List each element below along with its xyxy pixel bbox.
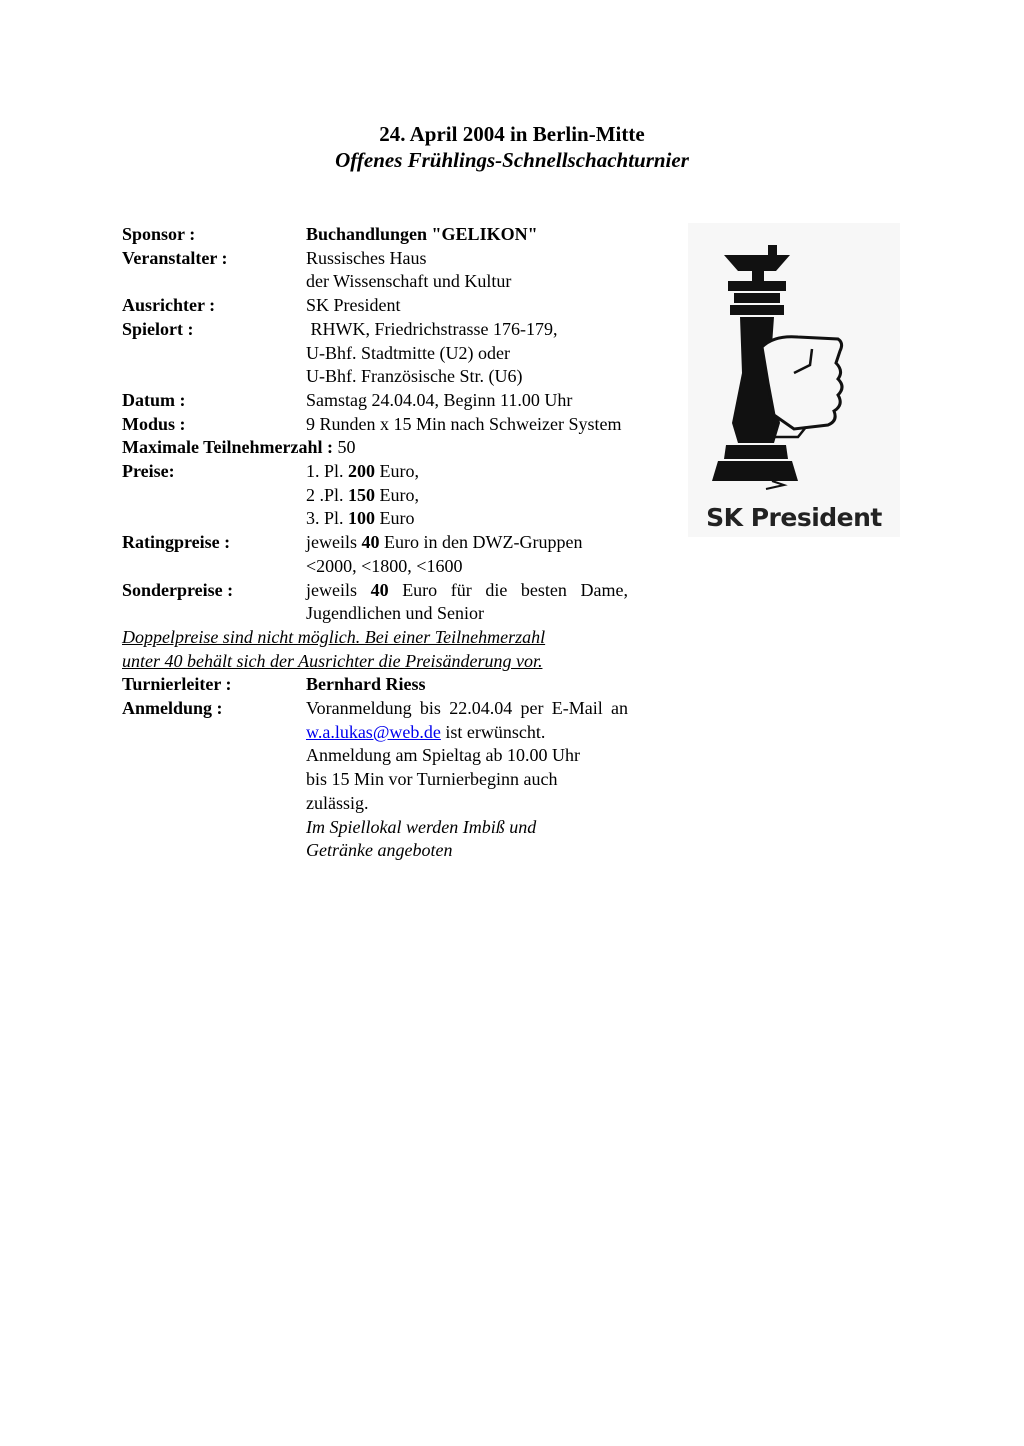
veranstalter-line: Russisches Haus xyxy=(306,247,427,268)
catering-line: Im Spiellokal werden Imbiß und xyxy=(306,816,537,837)
spielort-line: RHWK, Friedrichstrasse 176-179, xyxy=(306,318,558,339)
anmeldung-line: zulässig. xyxy=(306,792,369,813)
anmeldung-text: Voranmeldung bis 22.04.04 per E-Mail an w.a.lukas@web.de ist erwünscht. xyxy=(306,698,628,742)
anmeldung-row xyxy=(122,697,628,863)
tournament-info xyxy=(122,223,628,863)
ratingpreise-label: Ratingpreise : xyxy=(122,532,231,553)
datum-row xyxy=(122,389,628,413)
logo-text: SK President xyxy=(706,503,882,532)
turnierleiter-label: Turnierleiter : xyxy=(122,674,232,695)
modus-row xyxy=(122,413,628,437)
sonderpreise-label: Sonderpreise : xyxy=(122,579,234,600)
teilnehmer-row xyxy=(122,436,628,460)
spielort-line: U-Bhf. Stadtmitte (U2) oder xyxy=(306,342,510,363)
ausrichter-label: Ausrichter : xyxy=(122,295,216,316)
modus-label: Modus : xyxy=(122,413,186,434)
chess-king-hand-icon xyxy=(688,223,900,503)
turnierleiter-value: Bernhard Riess xyxy=(306,674,426,695)
preise-row xyxy=(122,460,628,531)
veranstalter-line: der Wissenschaft und Kultur xyxy=(306,271,512,292)
veranstalter-row xyxy=(122,247,628,294)
datum-label: Datum : xyxy=(122,389,186,410)
teilnehmer-label: Maximale Teilnehmerzahl : xyxy=(122,437,333,458)
prize-item: 2 .Pl. 150 Euro, xyxy=(306,484,420,505)
page-subtitle: Offenes Frühlings-Schnellschachturnier xyxy=(335,148,689,172)
page-title: 24. April 2004 in Berlin-Mitte xyxy=(379,122,645,146)
ratingpreise-value: jeweils 40 Euro in den DWZ-Gruppen xyxy=(306,532,583,553)
spielort-row xyxy=(122,318,628,389)
spielort-line: U-Bhf. Französische Str. (U6) xyxy=(306,366,523,387)
price-note-line: unter 40 behält sich der Ausrichter die Preisänderung vor. xyxy=(122,650,543,671)
turnierleiter-row xyxy=(122,673,628,697)
modus-value: 9 Runden x 15 Min nach Schweizer System xyxy=(306,413,622,434)
ausrichter-value: SK President xyxy=(306,295,401,316)
price-note xyxy=(122,626,628,673)
prize-item: 1. Pl. 200 Euro, xyxy=(306,461,420,482)
sponsor-row xyxy=(122,223,628,247)
anmeldung-label: Anmeldung : xyxy=(122,698,223,719)
sponsor-label: Sponsor : xyxy=(122,224,196,244)
email-link[interactable]: w.a.lukas@web.de xyxy=(306,721,441,742)
ratingpreise-groups: <2000, <1800, <1600 xyxy=(306,555,463,576)
preise-label: Preise: xyxy=(122,461,175,482)
prize-item: 3. Pl. 100 Euro xyxy=(306,508,415,529)
anmeldung-line: Anmeldung am Spieltag ab 10.00 Uhr xyxy=(306,745,580,766)
ausrichter-row xyxy=(122,294,628,318)
veranstalter-label: Veranstalter : xyxy=(122,247,228,268)
catering-line: Getränke angeboten xyxy=(306,840,453,861)
anmeldung-line: bis 15 Min vor Turnierbeginn auch xyxy=(306,769,558,790)
page-header xyxy=(0,121,1024,173)
ratingpreise-row xyxy=(122,531,628,578)
spielort-label: Spielort : xyxy=(122,318,194,339)
teilnehmer-value: 50 xyxy=(332,437,356,458)
sonderpreise-row xyxy=(122,579,628,626)
datum-value: Samstag 24.04.04, Beginn 11.00 Uhr xyxy=(306,389,573,410)
sonderpreise-value: jeweils 40 Euro für die besten Dame, Jugendlichen und Senior xyxy=(306,579,628,624)
sk-president-logo xyxy=(688,223,900,537)
sponsor-value: Buchandlungen "GELIKON" xyxy=(306,224,538,244)
price-note-line: Doppelpreise sind nicht möglich. Bei einer Teilnehmerzahl xyxy=(122,626,546,647)
